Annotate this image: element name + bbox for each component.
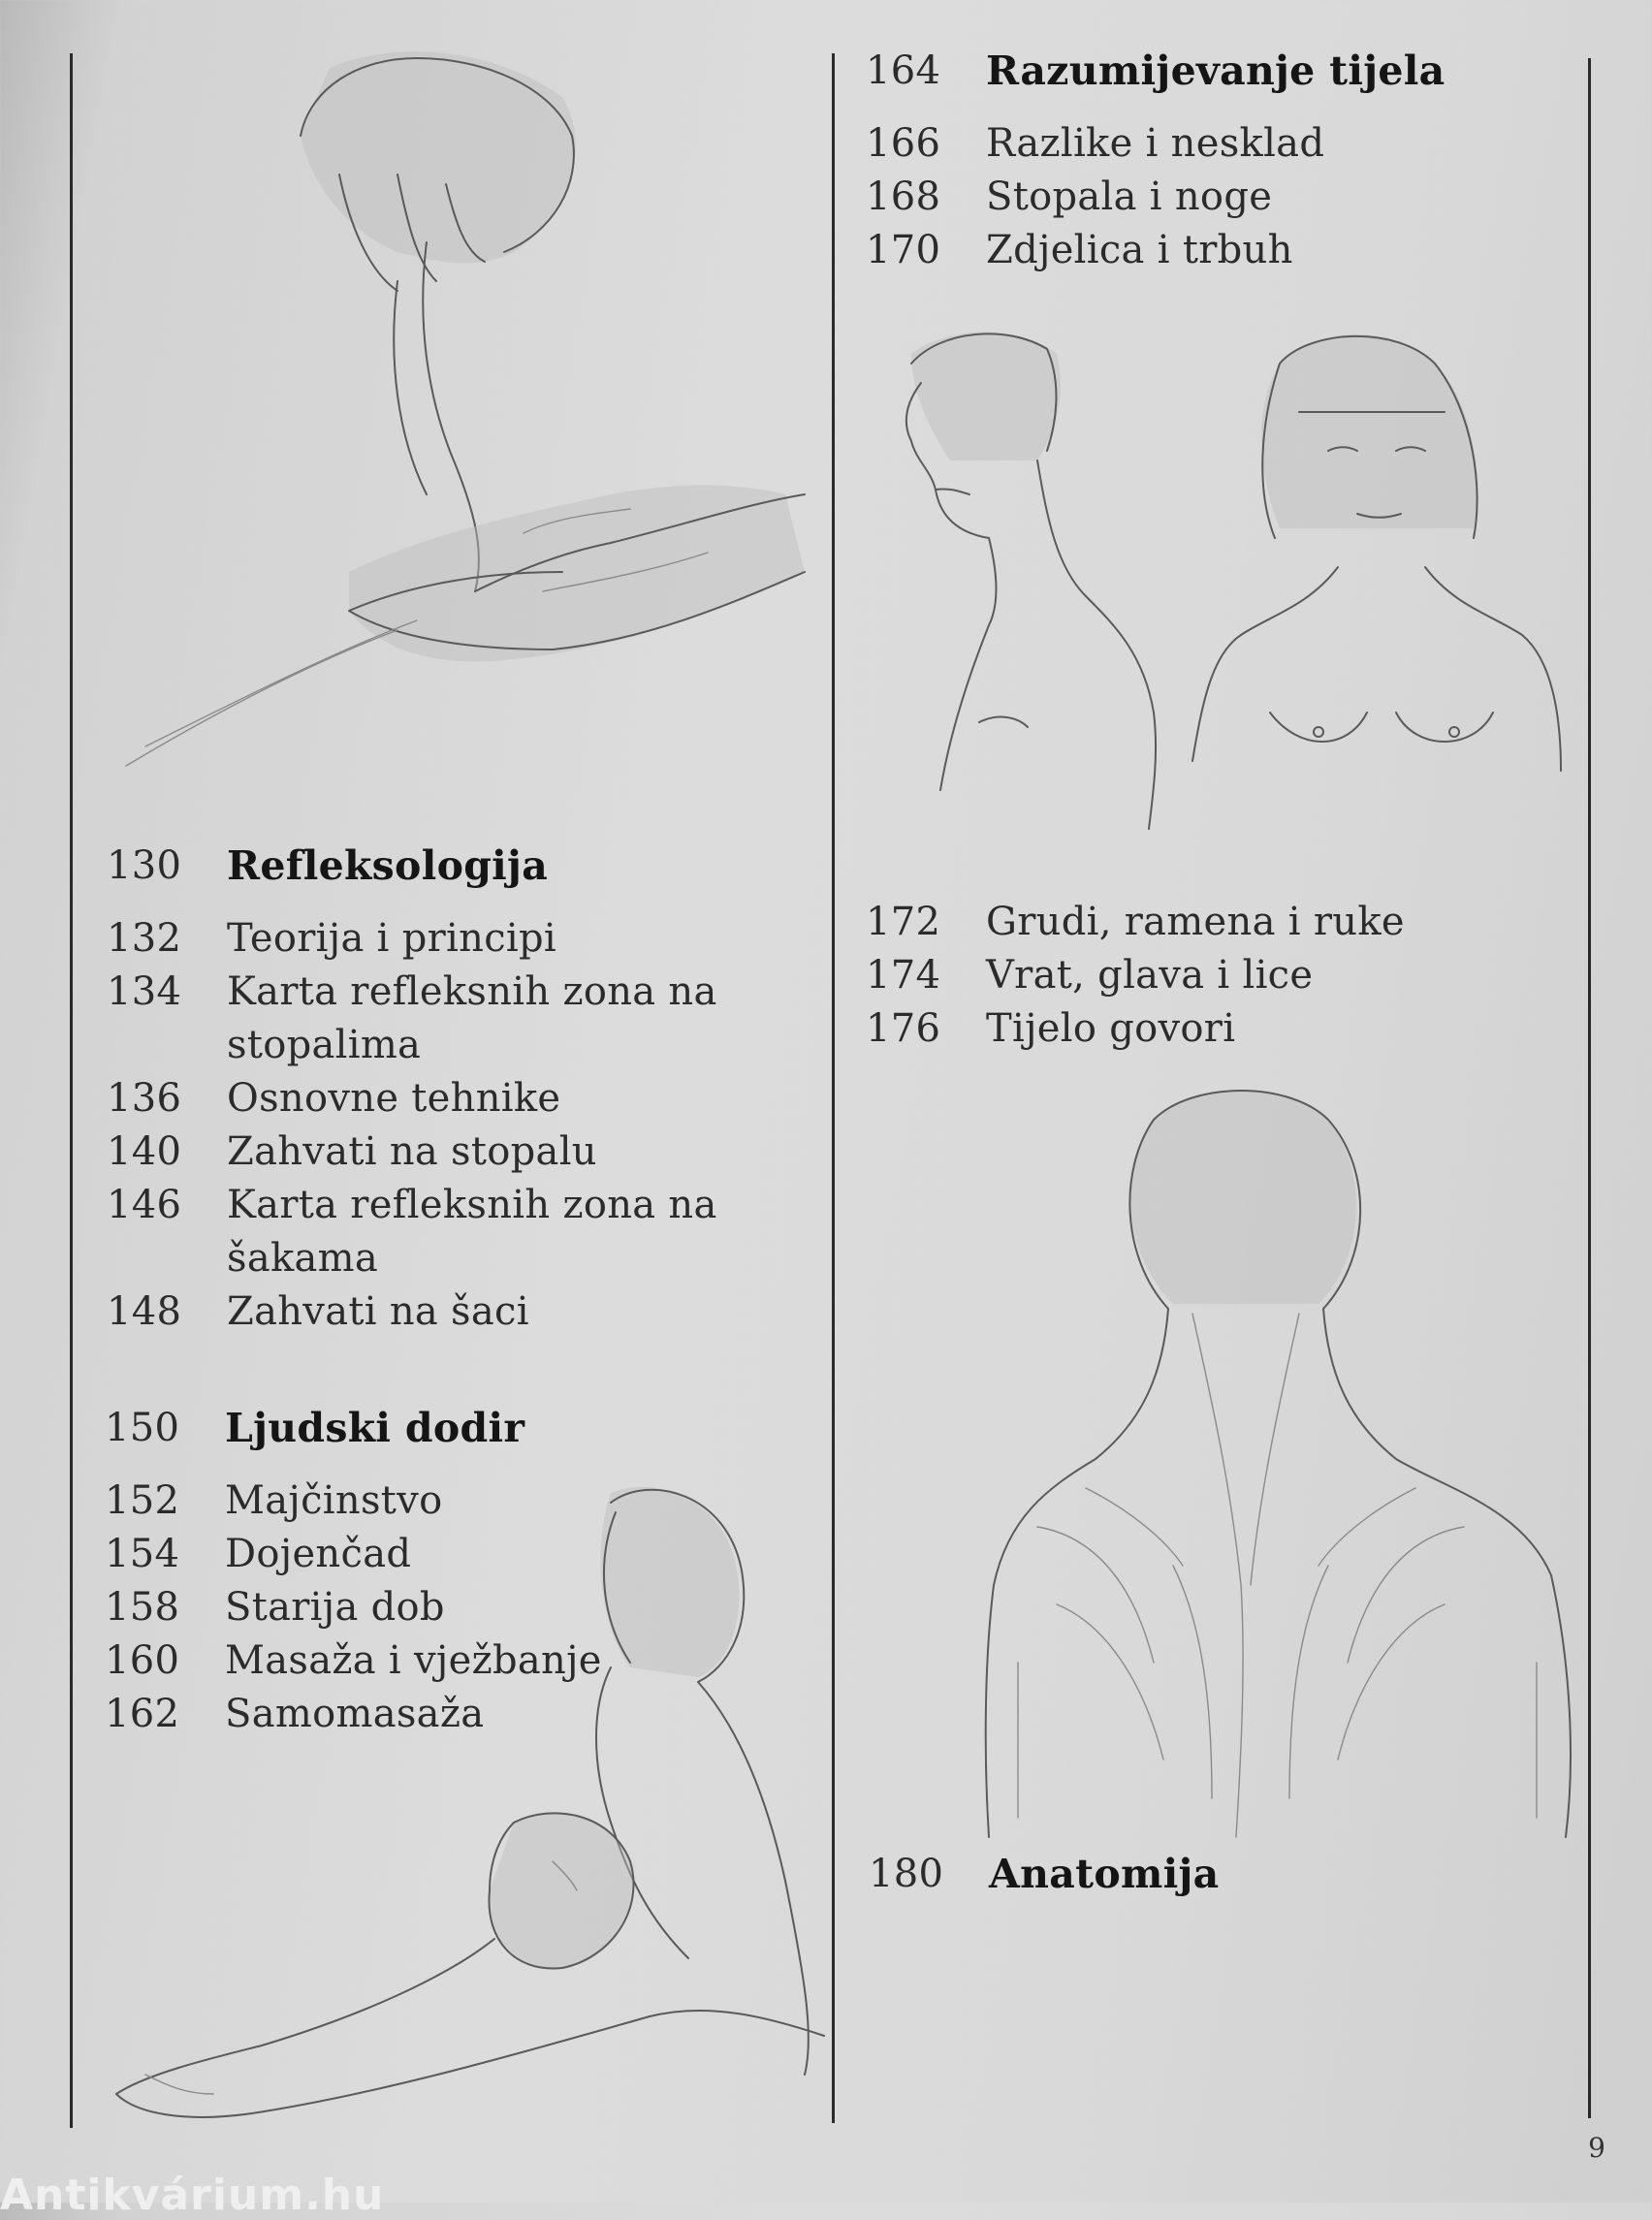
toc-entry-title-line2: stopalima	[227, 1023, 422, 1067]
toc-heading[interactable]	[869, 1848, 1567, 1901]
toc-entry[interactable]	[105, 1528, 803, 1581]
toc-page-number: 158	[105, 1585, 180, 1630]
toc-page-number: 174	[866, 953, 941, 998]
toc-heading[interactable]	[107, 840, 805, 893]
toc-entry-title	[227, 1179, 717, 1285]
toc-entry[interactable]	[107, 912, 805, 966]
toc-entry[interactable]	[866, 171, 1564, 224]
toc-ljudski-dodir	[105, 1402, 803, 1741]
man-and-woman-torsos-icon	[892, 325, 1571, 868]
toc-heading-title: Anatomija	[989, 1851, 1220, 1897]
toc-page-number: 134	[107, 969, 182, 1014]
toc-entry-title-line1: Karta refleksnih zona na	[227, 969, 717, 1014]
toc-page-number: 148	[107, 1289, 182, 1334]
toc-entry[interactable]	[866, 224, 1564, 277]
toc-entry-title: Zdjelica i trbuh	[986, 228, 1293, 272]
toc-entry[interactable]	[107, 1179, 805, 1285]
toc-entry[interactable]	[105, 1688, 803, 1741]
toc-page-number: 140	[107, 1129, 182, 1174]
toc-entry[interactable]	[107, 966, 805, 1072]
toc-entry[interactable]	[866, 117, 1564, 171]
toc-page-number: 136	[107, 1076, 182, 1121]
toc-middle-entries	[866, 896, 1564, 1056]
toc-entry[interactable]	[107, 1072, 805, 1126]
toc-entry-title: Samomasaža	[225, 1692, 485, 1736]
toc-entry[interactable]	[107, 1126, 805, 1179]
page-number: 9	[1588, 2132, 1605, 2164]
toc-entry-title: Masaža i vježbanje	[225, 1638, 602, 1683]
toc-page-number: 166	[866, 121, 941, 166]
toc-page-number: 150	[105, 1406, 180, 1450]
toc-entry[interactable]	[866, 949, 1564, 1002]
toc-anatomija	[869, 1848, 1567, 1920]
hands-holding-foot-icon	[107, 29, 824, 785]
toc-entry-title: Majčinstvo	[225, 1478, 443, 1523]
toc-razumijevanje-tijela	[866, 45, 1564, 277]
toc-entry[interactable]	[105, 1634, 803, 1688]
toc-entry[interactable]	[866, 896, 1564, 949]
toc-page-number: 146	[107, 1183, 182, 1227]
toc-entry-title: Zahvati na šaci	[227, 1289, 529, 1334]
toc-heading-title: Refleksologija	[227, 842, 549, 889]
toc-page-number: 172	[866, 900, 941, 944]
toc-heading[interactable]	[866, 45, 1564, 98]
toc-page-number: 176	[866, 1006, 941, 1051]
toc-page-number: 152	[105, 1478, 180, 1523]
toc-refleksologija	[107, 840, 805, 1339]
toc-entry-title-line2: šakama	[227, 1236, 379, 1281]
toc-page-number: 162	[105, 1692, 180, 1736]
toc-entry-title: Dojenčad	[225, 1532, 412, 1576]
toc-page-number: 164	[866, 48, 941, 93]
toc-entry-title: Zahvati na stopalu	[227, 1129, 597, 1174]
toc-entry-title: Osnovne tehnike	[227, 1076, 561, 1121]
left-margin-rule	[70, 53, 73, 2128]
toc-heading[interactable]	[105, 1402, 803, 1455]
toc-page-number: 132	[107, 916, 182, 961]
toc-heading-title: Ljudski dodir	[225, 1405, 525, 1451]
toc-entry-title: Starija dob	[225, 1585, 445, 1630]
right-margin-rule	[1588, 58, 1591, 2118]
toc-entry-title: Razlike i nesklad	[986, 121, 1325, 166]
toc-entry[interactable]	[105, 1581, 803, 1634]
toc-entry-title	[227, 966, 717, 1072]
toc-page-number: 180	[869, 1852, 944, 1896]
watermark: Antikvárium.hu	[0, 2171, 385, 2220]
toc-page-number: 130	[107, 843, 182, 888]
toc-entry[interactable]	[105, 1475, 803, 1528]
toc-entry-title: Teorija i principi	[227, 916, 556, 961]
toc-entry-title: Stopala i noge	[986, 174, 1273, 219]
toc-page-number: 154	[105, 1532, 180, 1576]
toc-heading-title: Razumijevanje tijela	[986, 48, 1446, 94]
toc-entry-title: Tijelo govori	[986, 1006, 1236, 1051]
toc-entry-title: Grudi, ramena i ruke	[986, 900, 1405, 944]
toc-entry[interactable]	[107, 1285, 805, 1339]
toc-page-number: 160	[105, 1638, 180, 1683]
toc-page-number: 168	[866, 174, 941, 219]
back-muscles-anatomy-icon	[979, 1081, 1580, 1856]
toc-entry-title: Vrat, glava i lice	[986, 953, 1314, 998]
toc-entry[interactable]	[866, 1002, 1564, 1056]
toc-entry-title-line1: Karta refleksnih zona na	[227, 1183, 717, 1227]
toc-page-number: 170	[866, 228, 941, 272]
